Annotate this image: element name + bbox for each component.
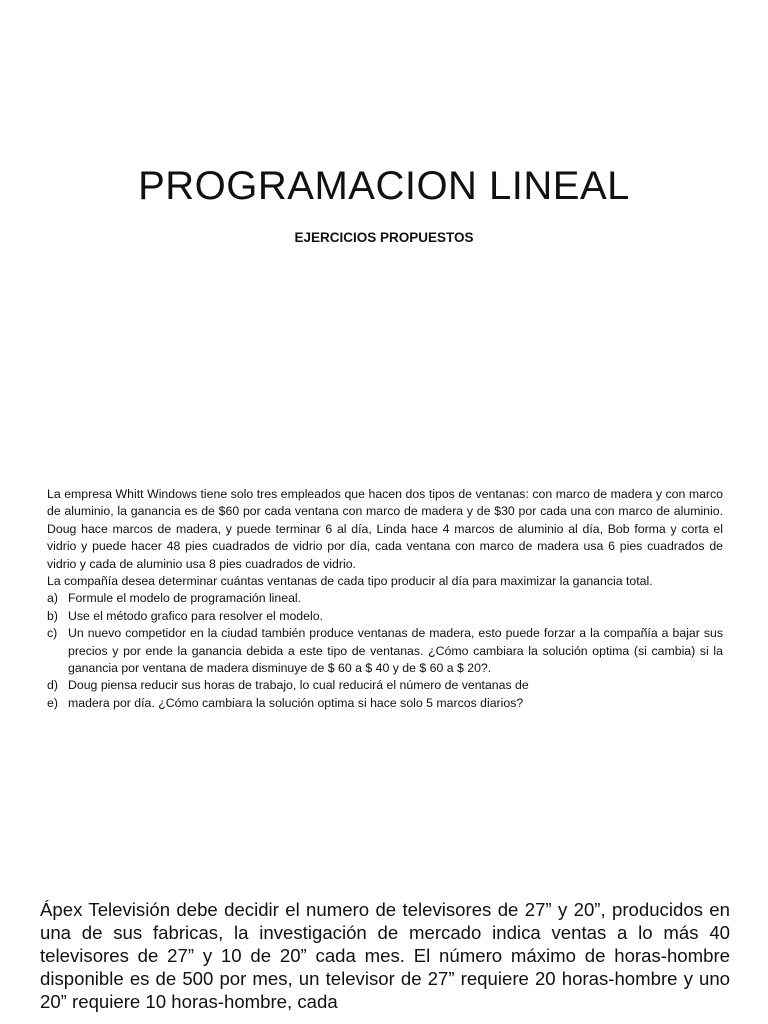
list-item-marker: c) (47, 626, 58, 641)
list-item-marker: a) (47, 591, 58, 606)
list-item-text: Doug piensa reducir sus horas de trabajo, lo cual reducirá el número de ventanas de (68, 678, 529, 693)
exercise-items-list (47, 590, 723, 712)
exercise-question: La compañía desea determinar cuántas ventanas de cada tipo producir al día para maximizar la ganancia total. (47, 574, 653, 589)
list-item-text: madera por día. ¿Cómo cambiara la solución optima si hace solo 5 marcos diarios? (68, 695, 524, 710)
list-item (47, 677, 723, 694)
list-item-text: Un nuevo competidor en la ciudad también produce ventanas de madera, esto puede forzar a la compañía a bajar sus precios y por ende la ganancia debida a este tipo de ventanas. ¿Cómo cambiara la solución optima (si cambia) si la ganancia por ventana de madera disminuye de $ 60 a $ 40 y de $ 60 a $ 20?. (68, 626, 723, 676)
list-item-text: Formule el modelo de programación lineal. (68, 591, 302, 606)
list-item (47, 608, 723, 625)
exercise-apex-television: Ápex Televisión debe decidir el numero de televisores de 27” y 20”, producidos en una de sus fabricas, la investigación de mercado indica ventas a lo más 40 televisores de 27” y 10 de 20” cada mes. El número máximo de horas-hombre disponible es de 500 por mes, un televisor de 27” requiere 20 horas-hombre y uno 20” requiere 10 horas-hombre, cada (40, 899, 730, 1012)
page-title: PROGRAMACION LINEAL (138, 164, 630, 208)
list-item (47, 590, 723, 607)
exercise-whitt-windows (47, 486, 723, 712)
list-item-marker: d) (47, 678, 58, 693)
list-item-text: Use el método grafico para resolver el modelo. (68, 608, 323, 623)
exercise-statement: La empresa Whitt Windows tiene solo tres empleados que hacen dos tipos de ventanas: con marco de madera y con marco de aluminio, la ganancia es de $60 por cada ventana con marco de madera y de $30 por cada una con marco de aluminio. Doug hace marcos de madera, y puede terminar 6 al día, Linda hace 4 marcos de aluminio al día, Bob forma y corta el vidrio y puede hacer 48 pies cuadrados de vidrio por día, cada ventana con marco de madera usa 6 pies cuadrados de vidrio y cada de aluminio usa 8 pies cuadrados de vidrio. (47, 487, 723, 571)
list-item (47, 695, 723, 712)
page-subtitle: EJERCICIOS PROPUESTOS (294, 230, 474, 245)
list-item-marker: e) (47, 695, 58, 710)
list-item (47, 625, 723, 677)
list-item-marker: b) (47, 608, 58, 623)
